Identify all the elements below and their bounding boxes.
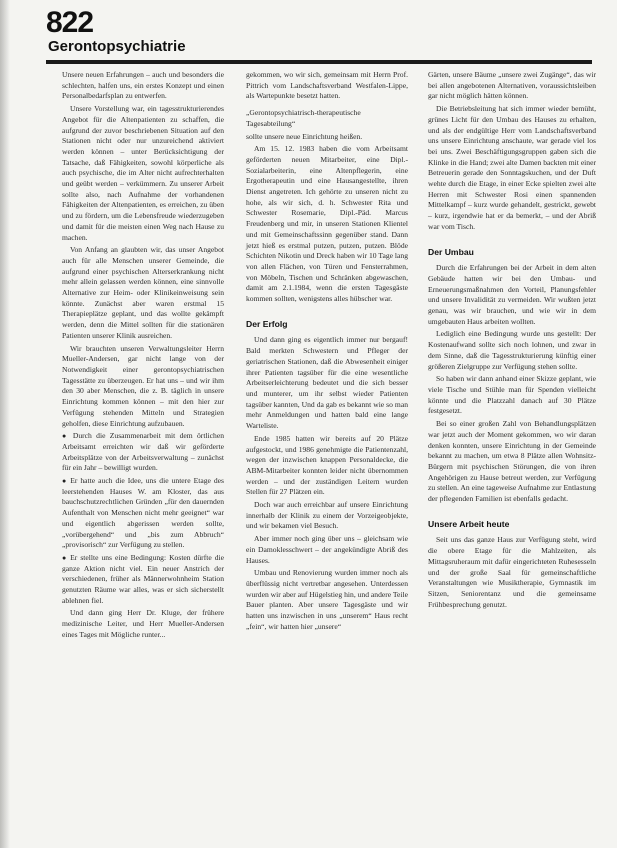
paragraph: Unsere Vorstellung war, ein tagesstrukturierendes Angebot für die Altenpatienten zu schaffen, die aufgrund der zuvor beschriebenen Situation auf den Stationen nicht oder nur unzureichend aktiviert werden können – unter Berücksichtigung der Tatsache, daß Fähigkeiten, sowohl körperliche als auch psychische, die im Alter nicht aufrechterhalten und geübt werden – verkümmern. Zu unserer Arbeit sollte also, nach Aufnahme der vorhandenen Fähigkeiten der Altenpatienten, es erreichen, zu üben und zu fördern, um die Lebensfreude wiederzugeben und damit für die meisten einen Weg nach Hause zu machen. bbox=[62, 104, 224, 242]
paragraph: Am 15. 12. 1983 haben die vom Arbeitsamt geförderten neuen Mitarbeiter, eine Dipl.-Sozialarbeiterin, eine Altenpflegerin, eine Ergotherapeutin und eine Hausangestellte, ihren Dienst angetreten. Ich gehörte zu unseren nicht zu hohe, als wir sich, d. h. Schwester Rita und Schwester Rosemarie, Dipl.-Päd. Marcus Freudenberg und mir, in unseren Stationen Klientel und mit Gemeinschaftssinn gegenüber stand. Dann jetzt hieß es erstmal putzen, putzen, putzen. Blöde Schichten Nikotin und Dreck haben wir 10 Tage lang von allen Flächen, von Türen und Fensterrahmen, von Möbeln, Tischen und Schränken abgewaschen, damit am 2.1.1984, wenn die ersten Tagesgäste kommen sollten, wenigstens alles hübscher war. bbox=[246, 144, 408, 304]
bullet-paragraph: ● Durch die Zusammenarbeit mit dem örtlichen Arbeitsamt erreichten wir daß wir geförderte Arbeitsplätze von der Arbeitsverwaltung – zunächst für ein Jahr – bewilligt wurden. bbox=[62, 431, 224, 474]
bullet-paragraph: ● Er hatte auch die Idee, uns die untere Etage des leerstehenden Hauses W. am Kloster, das aus bauchschutzrechtlichen Gründen „für den dauernden Aufenthalt von Menschen nicht mehr geeignet“ war und eigentlich abgerissen werden sollte, „vorübergehend“ und „bis zum Abbruch“ „provisorisch“ zur Verfügung zu stellen. bbox=[62, 476, 224, 551]
text-column-3 bbox=[428, 70, 596, 612]
paragraph: Umbau und Renovierung wurden immer noch als überflüssig nicht vertretbar angesehen. Unterdessen wurden wir aber auf Hügelstieg hin, und andere Teile Bauer planten. Aber unsere Tagesgäste und wir hatten uns inzwischen in uns „unserem“ Haus recht „fein“, wir hatten hier „unsere“ bbox=[246, 568, 408, 631]
paragraph: sollte unsere neue Einrichtung heißen. bbox=[246, 131, 363, 141]
paragraph: Und dann ging Herr Dr. Kluge, der frühere medizinische Leiter, und Herr Mueller-Andersen eines Tages mit Mögliche runter... bbox=[62, 608, 224, 639]
paragraph: Aber immer noch ging über uns – gleichsam wie ein Damoklesschwert – der angekündigte Abriß des Hauses. bbox=[246, 534, 408, 565]
paragraph: Durch die Erfahrungen bei der Arbeit in dem alten Gebäude hatten wir bei den Umbau- und Erneuerungsmaßnahmen den Vorteil, Planungsfehler und unsere Invalidität zu vermeiden. Wir wußten jetzt genau, was wir brauchen, und wie wir in dem umgebauten Haus arbeiten wollten. bbox=[428, 263, 596, 326]
paragraph: gekommen, wo wir sich, gemeinsam mit Herrn Prof. Pittrich vom Landschaftsverband Westfalen-Lippe, als Wartepunkte besetzt hatten. bbox=[246, 70, 408, 101]
paragraph: Seit uns das ganze Haus zur Verfügung steht, wird die obere Etage für die Mahlzeiten, als Mittagsruheraum mit dafür eingerichteten Ruhesesseln und der große Saal für gemeinschaftliche Veranstaltungen wie Musiktherapie, Gymnastik im Sitzen, Seniorentanz und die gemeinsame Frühbesprechung genutzt. bbox=[428, 535, 596, 609]
paragraph: Und dann ging es eigentlich immer nur bergauf! Bald merkten Schwestern und Pfleger der geriatrischen Stationen, daß die Abwesenheit einiger ihrer Patienten tagsüber für die eine wesentliche Arbeitserleichterung bedeutet und die sich besser und munterer, um ihr selbst wieder Patienten tagsüber kannten, Und da gab es bekannt wie so man mehr Anmeldungen und hatten bald eine lange Warteliste. bbox=[246, 335, 408, 431]
paragraph: So haben wir dann anhand einer Skizze geplant, wie viele Tische und Stühle man für Spenden vielleicht könnte und die Platzzahl danach auf 30 Plätze festgesetzt. bbox=[428, 374, 596, 416]
section-title: Gerontopsychiatrie bbox=[48, 38, 186, 55]
paragraph: Unsere neuen Erfahrungen – auch und besonders die schlechten, halfen uns, ein erstes Konzept und einen Personalbedarfsplan zu entwerfen. bbox=[62, 70, 224, 101]
text-column-1 bbox=[62, 70, 224, 643]
paragraph: Bei so einer großen Zahl von Behandlungsplätzen war jetzt auch der Moment gekommen, wo wir daran denken konnten, unsere Einrichtung in der Gemeinde bekannt zu machen, um etwa 8 Plätze allen Wohnsitz-Bürgern mit psychischen Störungen, die von ihren Angehörigen zu Hause betreut werden, zur Verfügung zu stellen. An eine tageweise Aufnahme zur Entlastung der pflegenden Familien ist ebenfalls gedacht. bbox=[428, 419, 596, 504]
paragraph: Von Anfang an glaubten wir, das unser Angebot auch für alle Menschen unserer Gemeinde, die aufgrund einer psychischen Alterserkrankung nicht mehr allein gelassen werden können, eine sinnvolle Alternative zur Heim- oder Klinikeinweisung sein könnte. Zunächst aber waren erstmal 15 Therapieplätze geplant, und das wollte gekämpft werden, denn die Mittel sollten für die stationären Patienten unserer Klinik ausreichen. bbox=[62, 245, 224, 340]
quoted-title: „Gerontopsychiatrisch-therapeutische Tagesabteilung“ bbox=[246, 108, 361, 128]
heading-der-umbau: Der Umbau bbox=[428, 246, 474, 257]
text-column-2 bbox=[246, 70, 408, 634]
page-edge-shadow bbox=[0, 0, 10, 848]
bullet-paragraph: ● Er stellte uns eine Bedingung: Kosten dürfte die ganze Aktion nicht viel. Ein neuer Anstrich der verschiedenen, früher als Männerwohnheim Station genutzten Räume war alles, was er sich sicherstellt ablehnen fiel. bbox=[62, 553, 224, 607]
heading-unsere-arbeit-heute: Unsere Arbeit heute bbox=[428, 518, 510, 529]
paragraph: Ende 1985 hatten wir bereits auf 20 Plätze aufgestockt, und 1986 genehmigte die Patientenzahl, wegen der inzwischen knappen Personaldecke, die ABM-Mitarbeiter konnten leider nicht übernommen werden – und der zuständigen Leitern wurden Stellen für 27 Plätzen ein. bbox=[246, 433, 408, 497]
paragraph: Gärten, unsere Bäume „unsere zwei Zugänge“, das wir bei allen angebotenen Alternativen, voraussichtsleiben gar nicht möglich hätten können. bbox=[428, 70, 596, 101]
page-number: 822 bbox=[46, 6, 94, 39]
paragraph: Die Betriebsleitung hat sich immer wieder bemüht, grünes Licht für den Umbau des Hauses zu erhalten, und als der endgültige Herr vom Landschaftsverband uns unsere Einrichtung anschaute, war gerade viel los bei uns. Zwei Beschäftigungsgruppen gaben sich die Klinke in die Hand; zwei alte Damen backten mit einer Betreuerin gerade den Sonntagskuchen, und der Duft wehte durch die Etage, in einer Ecke spielten zwei alte Herren mit Schwester Rosi einen spannenden Mittelkampf – kurz wurde gehandelt, gestrickt, gewebt – kurz, irgendwie hat er da bemerkt, – und der Abriß war vom Tisch. bbox=[428, 104, 596, 231]
header-rule bbox=[46, 60, 592, 64]
paragraph: Doch war auch erreichbar auf unsere Einrichtung innerhalb der Klinik zu einem der Vorzeigeobjekte, und wir bekamen viel Besuch. bbox=[246, 500, 408, 531]
heading-der-erfolg: Der Erfolg bbox=[246, 318, 288, 329]
paragraph: Wir brauchten unseren Verwaltungsleiter Herrn Mueller-Andersen, gar nicht lange von der Notwendigkeit einer gerontopsychiatrischen Tagesstätte zu überzeugen. Er hat uns – und wir ihm den 30 aber Menschen, die z. B. täglich in unsere Einrichtung kommen können – mit den hier zur Verfügung stehenden Mitteln und Strategien geholfen, diese Einrichtung aufzubauen. bbox=[62, 343, 224, 428]
paragraph: Lediglich eine Bedingung wurde uns gestellt: Der Kostenaufwand sollte sich noch lohnen, und zwar in dem Sinne, daß die Tagesstrukturierung künftig einer größeren Zielgruppe zur Verfügung stehen sollte. bbox=[428, 329, 596, 371]
